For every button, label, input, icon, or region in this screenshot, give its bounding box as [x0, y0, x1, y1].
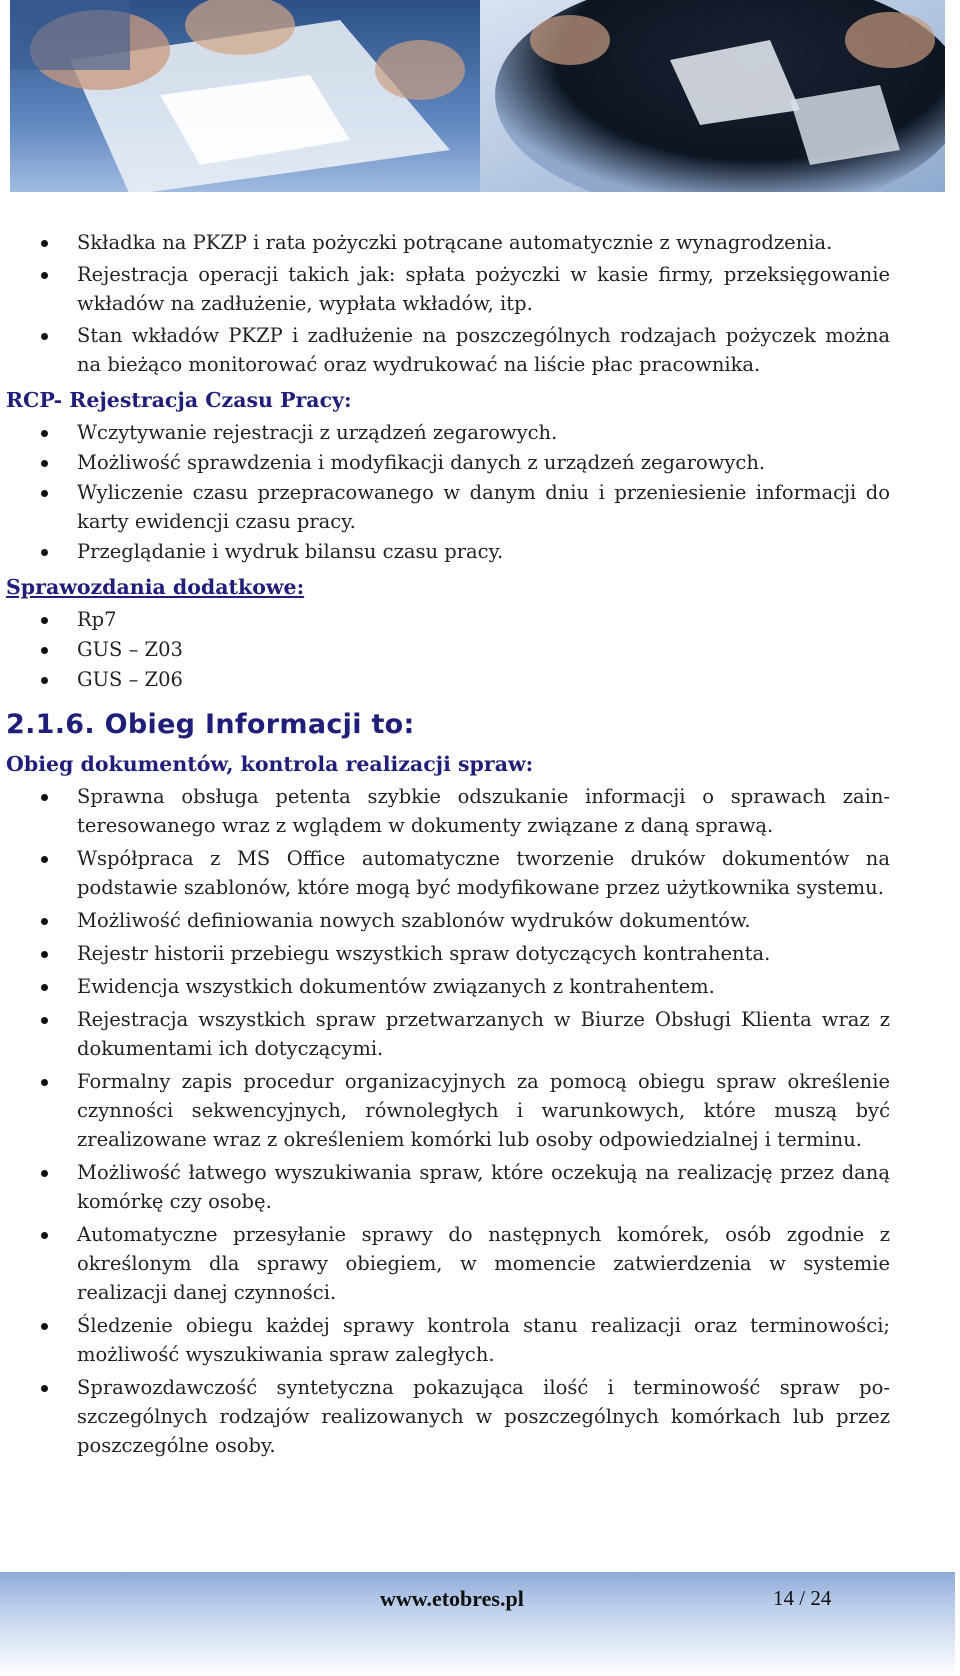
list-item: Rejestracja operacji takich jak: spłata pożyczki w kasie firmy, przeksięgowanie wkładów na zadłużenie, wypłata wkładów, itp.: [0, 260, 960, 318]
bullet-icon: [41, 918, 48, 925]
bullet-icon: [41, 677, 48, 684]
bullet-icon: [41, 549, 48, 556]
list-item: Możliwość łatwego wyszukiwania spraw, które oczekują na realizację przez daną komórkę czy osobę.: [0, 1158, 960, 1216]
docflow-list: [0, 782, 960, 1460]
bullet-icon: [41, 1017, 48, 1024]
bullet-icon: [41, 951, 48, 958]
list-item: Stan wkładów PKZP i zadłużenie na poszczególnych rodzajach pożyczek można na bieżąco monitorować oraz wydrukować na liście płac pracownika.: [0, 321, 960, 379]
bullet-icon: [41, 617, 48, 624]
bullet-icon: [41, 240, 48, 247]
list-item: Współpraca z MS Office automatyczne tworzenie druków dokumentów na podstawie szablonów, które mogą być modyfikowane przez użytkownika systemu.: [0, 844, 960, 902]
list-item: Wyliczenie czasu przepracowanego w danym dniu i przeniesienie informacji do karty ewidencji czasu pracy.: [0, 478, 960, 536]
bullet-icon: [41, 430, 48, 437]
list-item: Sprawozdawczość syntetyczna pokazująca ilość i terminowość spraw poszczególnych rodzajów realizowanych w poszczególnych komórkach lub przez poszczególne osoby.: [0, 1373, 960, 1460]
page-number: 14 / 24: [773, 1586, 832, 1610]
list-item: Przeglądanie i wydruk bilansu czasu pracy.: [0, 537, 960, 566]
bullet-icon: [41, 272, 48, 279]
list-item: Składka na PKZP i rata pożyczki potrącane automatycznie z wynagrodzenia.: [0, 228, 960, 257]
list-item: Rejestr historii przebiegu wszystkich spraw dotyczących kontrahenta.: [0, 939, 960, 968]
website-link[interactable]: www.etobres.pl: [380, 1586, 524, 1611]
bullet-icon: [41, 647, 48, 654]
page-footer: [0, 1572, 955, 1676]
list-item: Możliwość sprawdzenia i modyfikacji danych z urządzeń zegarowych.: [0, 448, 960, 477]
header-banner-photo: [10, 0, 945, 200]
bullet-icon: [41, 1385, 48, 1392]
bullet-icon: [41, 794, 48, 801]
bullet-icon: [41, 333, 48, 340]
list-item: GUS – Z06: [0, 665, 960, 694]
bullet-icon: [41, 460, 48, 467]
bullet-icon: [41, 1170, 48, 1177]
list-item: Śledzenie obiegu każdej sprawy kontrola stanu realizacji oraz terminowości; możliwość wyszukiwania spraw zaległych.: [0, 1311, 960, 1369]
list-item: Ewidencja wszystkich dokumentów związanych z kontrahentem.: [0, 972, 960, 1001]
reports-list: [0, 605, 960, 694]
bullet-icon: [41, 1079, 48, 1086]
list-item: Możliwość definiowania nowych szablonów wydruków dokumentów.: [0, 906, 960, 935]
bullet-icon: [41, 1232, 48, 1239]
list-item: Rejestracja wszystkich spraw przetwarzanych w Biurze Obsługi Klienta wraz z dokumentami ich dotyczącymi.: [0, 1005, 960, 1063]
bullet-icon: [41, 1323, 48, 1330]
rcp-list: [0, 418, 960, 566]
bullet-icon: [41, 984, 48, 991]
bullet-icon: [41, 490, 48, 497]
bullet-icon: [41, 856, 48, 863]
pkzp-list: [0, 228, 960, 379]
list-item: Rp7: [0, 605, 960, 634]
section-title: 2.1.6. Obieg Informacji to:: [6, 709, 415, 740]
list-item: GUS – Z03: [0, 635, 960, 664]
reports-heading: Sprawozdania dodatkowe:: [6, 575, 305, 599]
list-item: Automatyczne przesyłanie sprawy do następnych komórek, osób zgodnie z określonym dla sprawy obiegiem, w momencie zatwierdzenia w systemie realizacji danej czynności.: [0, 1220, 960, 1307]
rcp-heading: RCP- Rejestracja Czasu Pracy:: [6, 388, 352, 412]
document-body: [0, 228, 960, 1464]
list-item: Wczytywanie rejestracji z urządzeń zegarowych.: [0, 418, 960, 447]
list-item: Formalny zapis procedur organizacyjnych za pomocą obiegu spraw określenie czynności sekwencyjnych, równoległych i warunkowych, które muszą być zrealizowane wraz z określeniem komórki lub osoby odpowiedzialnej i terminu.: [0, 1067, 960, 1154]
docflow-heading: Obieg dokumentów, kontrola realizacji spraw:: [6, 752, 534, 776]
list-item: Sprawna obsługa petenta szybkie odszukanie informacji o sprawach zainteresowanego wraz z wglądem w dokumenty związane z daną sprawą.: [0, 782, 960, 840]
